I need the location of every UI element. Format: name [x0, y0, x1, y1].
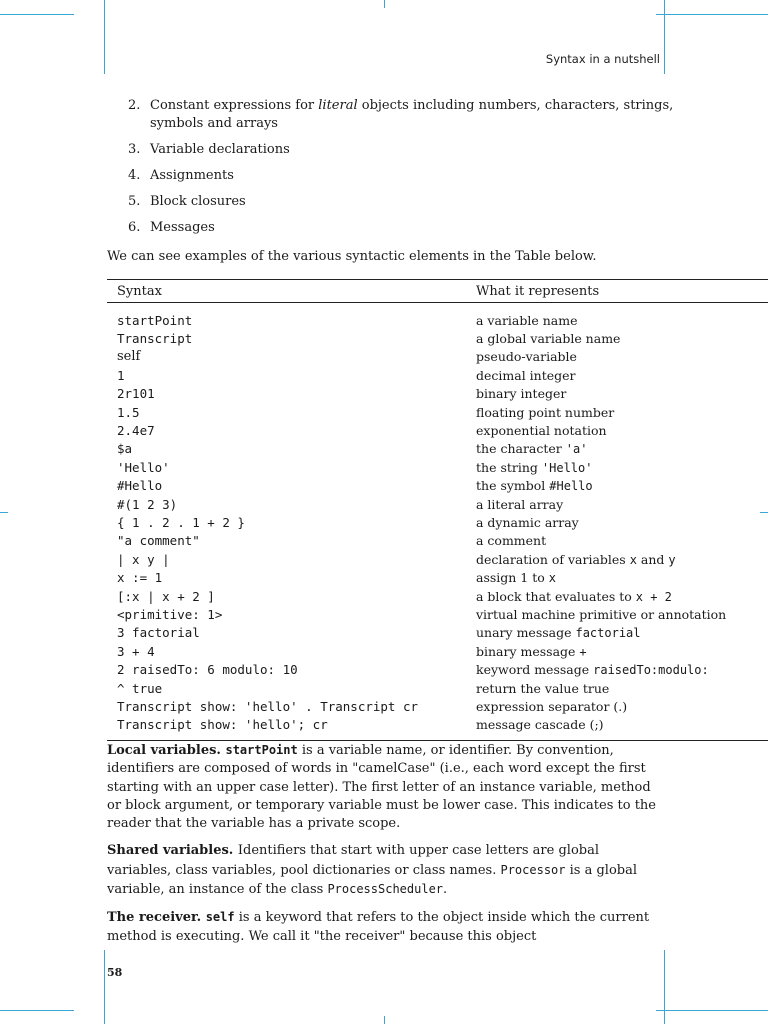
table-row — [107, 311, 768, 329]
body-text — [107, 741, 667, 955]
meaning-cell: virtual machine primitive or annotation — [476, 606, 727, 622]
meaning-cell: pseudo-variable — [476, 349, 577, 365]
syntax-cell: startPoint — [117, 312, 193, 328]
syntax-cell: $a — [117, 441, 133, 457]
table-row — [107, 679, 768, 697]
meaning-cell: keyword message raisedTo:modulo: — [476, 662, 709, 678]
meaning-cell: the symbol #Hello — [476, 478, 593, 494]
syntax-cell: | x y | — [117, 551, 170, 567]
meaning-cell: exponential notation — [476, 423, 607, 439]
syntax-cell: 1 — [117, 367, 125, 383]
table-row — [107, 605, 768, 623]
syntax-cell: ^ true — [117, 680, 163, 696]
table-row — [107, 716, 768, 734]
list-item: 4. Assignments — [128, 168, 234, 183]
table-row — [107, 660, 768, 678]
table-row — [107, 348, 768, 366]
meaning-cell: return the value true — [476, 680, 610, 696]
syntax-cell: Transcript show: 'hello' . Transcript cr — [117, 698, 419, 714]
crop-mark — [384, 1016, 385, 1024]
syntax-cell: 1.5 — [117, 404, 140, 420]
syntax-cell: Transcript show: 'hello'; cr — [117, 717, 328, 733]
meaning-cell: the string 'Hello' — [476, 459, 593, 475]
list-item: 6. Messages — [128, 220, 215, 235]
syntax-cell: 3 factorial — [117, 625, 200, 641]
meaning-cell: a variable name — [476, 312, 578, 328]
meaning-cell: assign 1 to x — [476, 570, 556, 586]
meaning-cell: floating point number — [476, 404, 615, 420]
table-row — [107, 385, 768, 403]
meaning-cell: decimal integer — [476, 367, 576, 383]
crop-mark — [0, 512, 8, 513]
paragraph-local-variables: Local variables. startPoint is a variable name, or identifier. By convention, identifiers are composed of words in "camelCase" (i.e., each word except the first starting with an upper case letter). The first letter of an instance variable, method or block argument, or temporary variable must be lower case. This indicates to the reader that the variable has a private scope. — [107, 743, 656, 832]
crop-mark — [104, 950, 105, 1024]
syntax-cell: 2 raisedTo: 6 modulo: 10 — [117, 662, 298, 678]
running-head: Syntax in a nutshell — [545, 52, 660, 66]
syntax-cell: "a comment" — [117, 533, 200, 549]
syntax-cell: Transcript — [117, 331, 193, 347]
header-meaning: What it represents — [476, 283, 600, 299]
meaning-cell: unary message factorial — [476, 625, 641, 641]
list-item: 2. Constant expressions for literal objects including numbers, characters, strings, symbols and arrays — [128, 98, 674, 131]
crop-mark — [656, 14, 768, 15]
meaning-cell: message cascade (;) — [476, 717, 604, 733]
syntax-cell: 2r101 — [117, 386, 155, 402]
meaning-cell: a global variable name — [476, 331, 621, 347]
syntax-cell: <primitive: 1> — [117, 606, 223, 622]
crop-mark — [664, 0, 665, 74]
meaning-cell: a dynamic array — [476, 514, 579, 530]
table-row — [107, 458, 768, 476]
table-row — [107, 568, 768, 586]
syntax-cell: #(1 2 3) — [117, 496, 178, 512]
meaning-cell: binary message + — [476, 643, 587, 659]
table-row — [107, 477, 768, 495]
paragraph-shared-variables: Shared variables. Identifiers that start with upper case letters are global variables, class variables, pool dictionaries or class names. Processor is a global variable, an instance of the class ProcessScheduler. — [107, 843, 638, 898]
table-row — [107, 532, 768, 550]
syntax-cell: 'Hello' — [117, 459, 170, 475]
table-row — [107, 440, 768, 458]
page-number: 58 — [107, 966, 123, 979]
crop-mark — [0, 14, 74, 15]
crop-mark — [0, 1010, 74, 1011]
syntax-cell: 3 + 4 — [117, 643, 155, 659]
table-row — [107, 642, 768, 660]
meaning-cell: expression separator (.) — [476, 698, 628, 714]
table-header — [107, 280, 768, 302]
paragraph-receiver: The receiver. self is a keyword that refers to the object inside which the current method is executing. We call it "the receiver" because this object — [107, 910, 650, 944]
table-row — [107, 513, 768, 531]
table-row — [107, 587, 768, 605]
table-row — [107, 403, 768, 421]
table-row — [107, 550, 768, 568]
crop-mark — [384, 0, 385, 8]
table-row — [107, 329, 768, 347]
meaning-cell: binary integer — [476, 386, 567, 402]
syntax-cell: #Hello — [117, 478, 163, 494]
table-row — [107, 624, 768, 642]
list-item: 5. Block closures — [128, 194, 246, 209]
meaning-cell: the character 'a' — [476, 441, 588, 457]
syntax-cell: x := 1 — [117, 570, 163, 586]
table-row — [107, 366, 768, 384]
syntax-cell: 2.4e7 — [117, 423, 155, 439]
crop-mark — [656, 1010, 768, 1011]
syntax-table — [107, 279, 768, 741]
syntax-cell: [:x | x + 2 ] — [117, 588, 215, 604]
table-body — [107, 303, 768, 740]
syntax-cell: { 1 . 2 . 1 + 2 } — [117, 514, 245, 530]
crop-mark — [104, 0, 105, 74]
numbered-list — [128, 97, 688, 245]
meaning-cell: declaration of variables x and y — [476, 551, 676, 567]
crop-mark — [664, 950, 665, 1024]
table-row — [107, 421, 768, 439]
meaning-cell: a block that evaluates to x + 2 — [476, 588, 672, 604]
syntax-cell: self — [117, 349, 141, 365]
list-item: 3. Variable declarations — [128, 142, 290, 157]
table-row — [107, 495, 768, 513]
lead-sentence: We can see examples of the various syntactic elements in the Table below. — [107, 249, 597, 264]
table-row — [107, 697, 768, 715]
header-syntax: Syntax — [117, 283, 162, 299]
meaning-cell: a comment — [476, 533, 547, 549]
meaning-cell: a literal array — [476, 496, 564, 512]
